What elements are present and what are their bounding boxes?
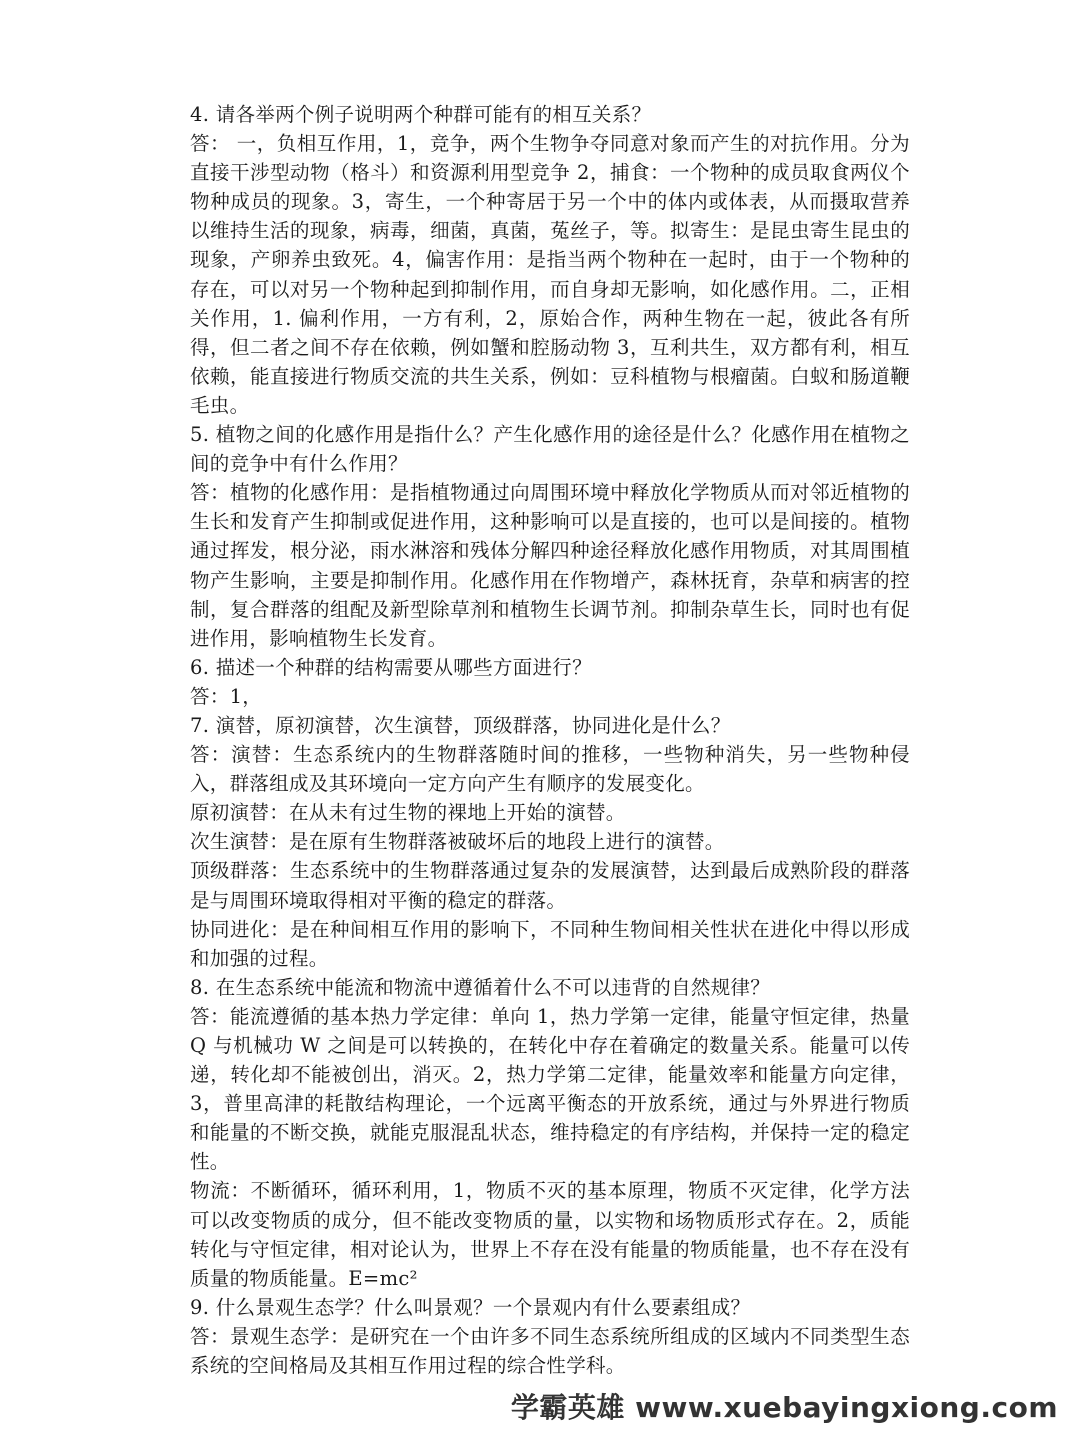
question-6: 6. 描述一个种群的结构需要从哪些方面进行？ bbox=[190, 655, 592, 679]
question-9: 9. 什么景观生态学？什么叫景观？一个景观内有什么要素组成？ bbox=[190, 1295, 751, 1319]
question-8: 8. 在生态系统中能流和物流中遵循着什么不可以违背的自然规律？ bbox=[190, 975, 771, 999]
answer-6: 答：1， bbox=[190, 684, 263, 708]
answer-5: 答：植物的化感作用：是指植物通过向周围环境中释放化学物质从而对邻近植物的生长和发育产生抑制或促进作用，这种影响可以是直接的，也可以是间接的。植物通过挥发，根分泌，雨水淋溶和残体分解四种途径释放化感作用物质，对其周围植物产生影响，主要是抑制作用。化感作用在作物增产，森林抚育，杂草和病害的控制，复合群落的组配及新型除草剂和植物生长调节剂。抑制杂草生长，同时也有促进作用，影响植物生长发育。 bbox=[190, 481, 910, 650]
question-5: 5. 植物之间的化感作用是指什么？产生化感作用的途径是什么？化感作用在植物之间的竞争中有什么作用？ bbox=[190, 423, 910, 476]
answer-7-succession: 答：演替：生态系统内的生物群落随时间的推移，一些物种消失，另一些物种侵入，群落组成及其环境向一定方向产生有顺序的发展变化。 bbox=[190, 743, 910, 796]
question-4: 4. 请各举两个例子说明两个种群可能有的相互关系？ bbox=[190, 103, 652, 126]
answer-7-climax: 顶级群落：生态系统中的生物群落通过复杂的发展演替，达到最后成熟阶段的群落是与周围环境取得相对平衡的稳定的群落。 bbox=[190, 859, 910, 912]
answer-8-matter: 物流：不断循环，循环利用，1，物质不灭的基本原理，物质不灭定律，化学方法可以改变物质的成分，但不能改变物质的量，以实物和场物质形式存在。2，质能转化与守恒定律，相对论认为，世界上不存在没有能量的物质能量，也不存在没有质量的物质能量。E=mc² bbox=[190, 1179, 910, 1290]
answer-7-coevolution: 协同进化：是在种间相互作用的影响下，不同种生物间相关性状在进化中得以形成和加强的过程。 bbox=[190, 917, 910, 970]
answer-9: 答：景观生态学：是研究在一个由许多不同生态系统所组成的区域内不同类型生态系统的空间格局及其相互作用过程的综合性学科。 bbox=[190, 1324, 910, 1378]
question-7: 7. 演替，原初演替，次生演替，顶级群落，协同进化是什么？ bbox=[190, 713, 731, 737]
answer-7-secondary: 次生演替：是在原有生物群落被破坏后的地段上进行的演替。 bbox=[190, 830, 725, 854]
answer-4: 答： 一，负相互作用，1，竞争，两个生物争夺同意对象而产生的对抗作用。分为直接干涉型动物（格斗）和资源利用型竞争 2，捕食：一个物种的成员取食两仪个物种成员的现象。3，寄生，一个种寄居于另一个中的体内或体表，从而摄取营养以维持生活的现象，病毒，细菌，真菌，菟丝子，等。拟寄生：是昆虫寄生昆虫的现象，产卵养虫致死。4，偏害作用：是指当两个物种在一起时，由于一个物种的存在，可以对另一个物种起到抑制作用，而自身却无影响，如化感作用。二，正相关作用，1. 偏利作用，一方有利，2，原始合作，两种生物在一起，彼此各有所得，但二者之间不存在依赖，例如蟹和腔肠动物 3，互利共生，双方都有利，相互依赖，能直接进行物质交流的共生关系，例如：豆科植物与根瘤菌。白蚁和肠道鞭毛虫。 bbox=[190, 132, 910, 417]
answer-8-energy: 答：能流遵循的基本热力学定律：单向 1，热力学第一定律，能量守恒定律，热量 Q 与机械功 W 之间是可以转换的，在转化中存在着确定的数量关系。能量可以传递，转化却不能被创出，消灭。2，热力学第二定律，能量效率和能量方向定律，3，普里高津的耗散结构理论，一个远离平衡态的开放系统，通过与外界进行物质和能量的不断交换，就能克服混乱状态，维持稳定的有序结构，并保持一定的稳定性。 bbox=[190, 1004, 910, 1174]
answer-7-primary: 原初演替：在从未有过生物的裸地上开始的演替。 bbox=[190, 801, 626, 825]
site-watermark: 学霸英雄 www.xuebayingxiong.com bbox=[510, 1391, 1058, 1424]
document-body bbox=[190, 100, 910, 1380]
